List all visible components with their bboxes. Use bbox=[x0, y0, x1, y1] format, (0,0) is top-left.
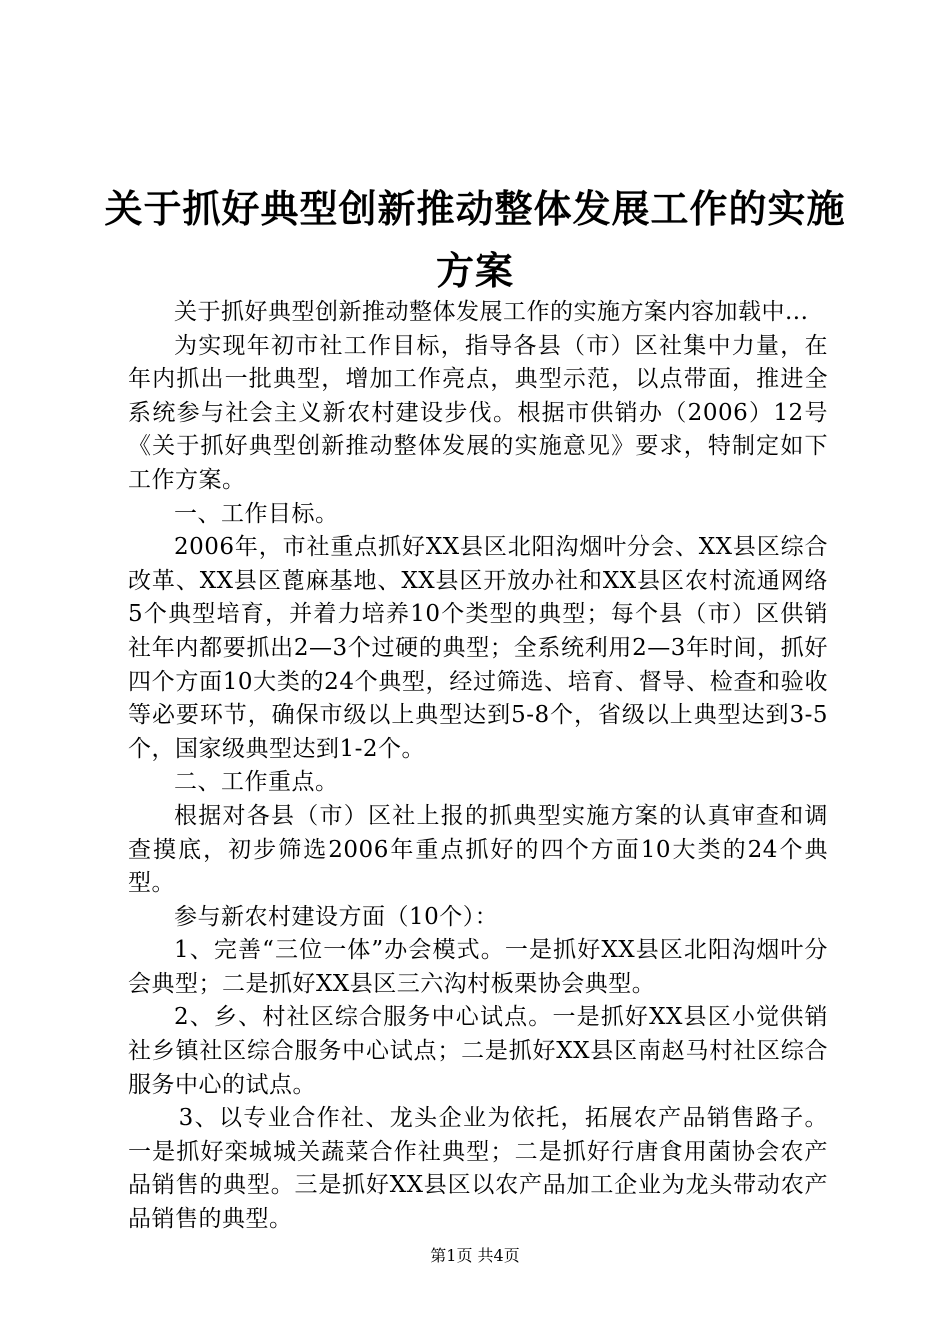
paragraph-focus: 根据对各县（市）区社上报的抓典型实施方案的认真审查和调查摸底，初步筛选2006年重点抓好的四个方面10大类的24个典型。 bbox=[128, 802, 828, 897]
paragraph-intro: 为实现年初市社工作目标，指导各县（市）区社集中力量，在年内抓出一批典型，增加工作亮点，典型示范，以点带面，推进全系统参与社会主义新农村建设步伐。根据市供销办（2006）12号《关于抓好典型创新推动整体发展的实施意见》要求，特制定如下工作方案。 bbox=[128, 332, 828, 493]
section-heading-goals: 一、工作目标。 bbox=[174, 500, 339, 527]
subheading-new-countryside: 参与新农村建设方面（10个）： bbox=[174, 903, 499, 930]
paragraph-loading-note: 关于抓好典型创新推动整体发展工作的实施方案内容加载中... bbox=[174, 299, 809, 325]
list-item-3: 3、以专业合作社、龙头企业为依托，拓展农产品销售路子。一是抓好栾城城关蔬菜合作社典型；二是抓好行唐食用菌协会农产品销售的典型。三是抓好XX县区以农产品加工企业为龙头带动农产品销售的典型。 bbox=[128, 1105, 828, 1233]
list-item-1: 1、完善“三位一体”办会模式。一是抓好XX县区北阳沟烟叶分会典型；二是抓好XX县区三六沟村板栗协会典型。 bbox=[128, 937, 828, 997]
page-footer: 第1页 共4页 bbox=[430, 1246, 520, 1265]
section-heading-focus: 二、工作重点。 bbox=[174, 769, 339, 796]
document-body bbox=[128, 296, 828, 1237]
paragraph-goals: 2006年，市社重点抓好XX县区北阳沟烟叶分会、XX县区综合改革、XX县区蓖麻基地、XX县区开放办社和XX县区农村流通网络5个典型培育，并着力培养10个类型的典型；每个县（市）区供销社年内都要抓出2—3个过硬的典型；全系统利用2—3年时间，抓好四个方面10大类的24个典型，经过筛选、培育、督导、检查和验收等必要环节，确保市级以上典型达到5-8个，省级以上典型达到3-5个，国家级典型达到1-2个。 bbox=[128, 534, 828, 762]
document-title: 关于抓好典型创新推动整体发展工作的实施方案 bbox=[104, 186, 846, 293]
list-item-2: 2、乡、村社区综合服务中心试点。一是抓好XX县区小觉供销社乡镇社区综合服务中心试点；二是抓好XX县区南赵马村社区综合服务中心的试点。 bbox=[128, 1004, 828, 1098]
